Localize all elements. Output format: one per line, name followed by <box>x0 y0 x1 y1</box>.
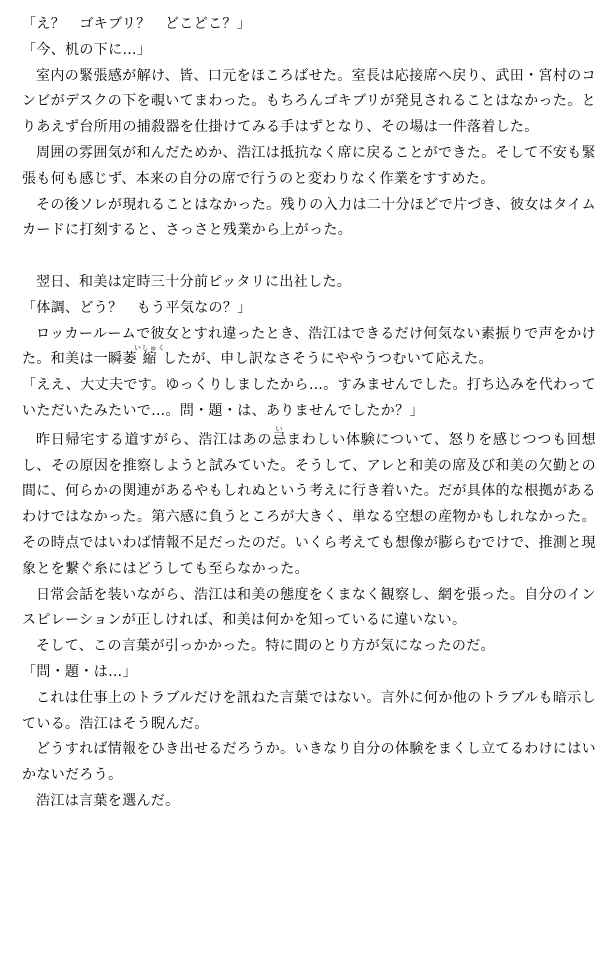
narration-paragraph: 周囲の雰囲気が和んだためか、浩江は抵抗なく席に戻ることができた。そして不安も緊張も何も感じず、本来の自分の席で行うのと変わりなく作業をすすめた。 <box>22 144 596 187</box>
narration-paragraph: そして、この言葉が引っかかった。特に間のとり方が気になったのだ。 <box>36 638 495 655</box>
text-run: したが、申し訳なさそうにややうつむいて応えた。 <box>162 351 493 368</box>
narration-paragraph: 浩江は言葉を選んだ。 <box>36 792 180 809</box>
dialogue-line: 「今、机の下に…」 <box>22 41 152 58</box>
ruby-reading: い <box>272 424 287 433</box>
dialogue-line: 「え？ ゴキブリ？ どこどこ？」 <box>22 16 252 32</box>
dialogue-line: 「体調、どう？ もう平気なの？」 <box>22 299 252 316</box>
narration-paragraph: その後ソレが現れることはなかった。残りの入力は二十分ほどで片づき、彼女はタイムカードに打刻すると、さっさと残業から上がった。 <box>22 196 596 239</box>
narration-paragraph-with-ruby <box>22 425 596 583</box>
narration-paragraph: 日常会話を装いながら、浩江は和美の態度をくまなく観察し、網を張った。自分のインスピレーションが正しければ、和美は何かを知っているに違いない。 <box>22 586 596 629</box>
dialogue-line: 「ええ、大丈夫です。ゆっくりしましたから…。すみませんでした。打ち込みを代わっていただいたみたいで…。問・題・は、ありませんでしたか？」 <box>22 377 596 419</box>
ruby-base: 縮 <box>133 351 166 368</box>
text-run: まわしい体験について、怒りを感じつつも回想し、その原因を推察しようと試みていた。そうして、アレと和美の席及び和美の欠勤との間に、何らかの関連があるやもしれぬという考えに行き着いた。だが具体的な根拠があるわけではなかった。第六感に負うところが大きく、単なる空想の産物かもしれなかった。その時点ではいわば情報不足だったのだ。いくら考えても想像が膨らむでけで、推測と現象とを繋ぐ糸にはどうしても至らなかった。 <box>22 431 596 577</box>
narration-paragraph-with-ruby <box>22 322 596 374</box>
ruby-annotation <box>133 344 166 368</box>
narration-paragraph: 翌日、和美は定時三十分前ピッタリに出社した。 <box>36 273 352 290</box>
ruby-reading: いしゅく <box>133 344 166 353</box>
novel-page <box>22 12 596 815</box>
narration-paragraph: これは仕事上のトラブルだけを訊ねた言葉ではない。言外に何か他のトラブルも暗示している。浩江はそう睨んだ。 <box>22 689 596 732</box>
dialogue-line: 「問・題・は…」 <box>22 663 137 680</box>
narration-paragraph: 室内の緊張感が解け、皆、口元をほころばせた。室長は応接席へ戻り、武田・宮村のコンビがデスクの下を覗いてまわった。もちろんゴキブリが発見されることはなかった。とりあえず台所用の捕殺器を仕掛けてみる手はずとなり、その場は一件落着した。 <box>22 67 596 136</box>
blank-line <box>22 244 596 270</box>
ruby-annotation <box>272 424 287 448</box>
text-run: 昨日帰宅する道すがら、浩江はあの <box>36 431 273 448</box>
text-run: ロッカールームで彼女とすれ違ったとき、浩江はできるだけ何気ない素振りで声をかけた。和美は一瞬萎 <box>22 325 596 368</box>
narration-paragraph: どうすれば情報をひき出せるだろうか。いきなり自分の体験をまくし立てるわけにはいかないだろう。 <box>22 741 596 784</box>
ruby-base: 忌 <box>272 431 287 448</box>
